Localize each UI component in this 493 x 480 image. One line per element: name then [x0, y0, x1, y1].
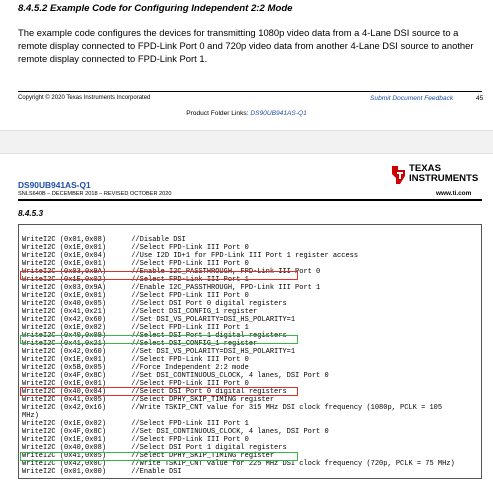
highlight-green-box [20, 335, 298, 344]
page-number: 45 [476, 95, 484, 102]
code-line: WriteI2C (0x41,0x21) //Select DSI_CONFIG_1 register [22, 340, 258, 349]
code-line: WriteI2C (0x42,0x60) //Set DSI_VS_POLARITY=DSI_HS_POLARITY=1 [22, 316, 296, 325]
code-line: WriteI2C (0x41,0x21) //Select DSI_CONFIG_1 register [22, 308, 258, 317]
subsection-heading: 8.4.5.3 [18, 209, 44, 218]
code-line: WriteI2C (0x4F,0x8C) //Set DSI_CONTINUOUS_CLOCK, 4 lanes, DSI Port 0 [22, 428, 329, 437]
brand-line-instruments: INSTRUMENTS [409, 173, 479, 184]
code-line: WriteI2C (0x42,0x0C) //Write TSKIP_CNT value for 225 MHz DSI clock frequency (720p, PCLK = 75 MHz) [22, 460, 455, 469]
code-line: WriteI2C (0x41,0x05) //Select DPHY_SKIP_TIMING register [22, 396, 275, 405]
header-rule [18, 199, 482, 201]
code-line: WriteI2C (0x40,0x08) //Select DSI Port 1 digital registers [22, 444, 287, 453]
code-line: WriteI2C (0x1E,0x01) //Select FPD-Link III Port 0 [22, 244, 249, 253]
product-folder-line [0, 110, 493, 117]
code-line: WriteI2C (0x1E,0x01) //Select FPD-Link III Port 0 [22, 292, 249, 301]
code-line: WriteI2C (0x1E,0x02) //Select FPD-Link III Port 1 [22, 276, 249, 285]
product-folder-link[interactable]: DS90UB941AS-Q1 [250, 110, 307, 117]
code-line: WriteI2C (0x03,0x9A) //Enable I2C_PASSTHROUGH, FPD-Link III Port 0 [22, 268, 321, 277]
section-body-text: The example code configures the devices for transmitting 1080p video data from a 4-Lane DSI source to a remote display connected to FPD-Link Port 0 and 720p video data from another 4-Lane DSI source to another remote display connected to FPD-Link Port 1. [18, 27, 474, 65]
code-line: WriteI2C (0x1E,0x01) //Select FPD-Link III Port 0 [22, 356, 249, 365]
code-line: WriteI2C (0x1E,0x02) //Select FPD-Link III Port 1 [22, 420, 249, 429]
copyright-text: Copyright © 2020 Texas Instruments Incorporated [18, 95, 151, 101]
code-line: WriteI2C (0x1E,0x02) //Select FPD-Link III Port 1 [22, 324, 249, 333]
product-folder-label: Product Folder Links: [186, 110, 249, 117]
code-line: WriteI2C (0x1E,0x04) //Use I2D ID+1 for FPD-Link III Port 1 register access [22, 252, 359, 261]
code-line: MHz) [22, 412, 39, 421]
code-line: WriteI2C (0x42,0x16) //Write TSKIP_CNT value for 315 MHz DSI clock frequency (1080p, PCLK = 105 [22, 404, 443, 413]
section-title: 8.4.5.2 Example Code for Configuring Independent 2:2 Mode [18, 3, 293, 14]
code-line: WriteI2C (0x41,0x05) //Select DPHY_SKIP_TIMING register [22, 452, 275, 461]
highlight-red-box [20, 271, 298, 280]
code-line: WriteI2C (0x5B,0x05) //Force Independent 2:2 mode [22, 364, 249, 373]
code-line: WriteI2C (0x1E,0x01) //Select FPD-Link III Port 0 [22, 380, 249, 389]
highlight-red-box [20, 387, 298, 396]
highlight-green-box [20, 452, 298, 461]
brand-name [409, 164, 478, 184]
code-line: WriteI2C (0x03,0x9A) //Enable I2C_PASSTHROUGH, FPD-Link III Port 1 [22, 284, 321, 293]
code-line: WriteI2C (0x40,0x09) //Select DSI Port 1 digital registers [22, 332, 287, 341]
ti-logo-icon [390, 164, 407, 186]
footer-rule [18, 91, 482, 92]
code-line: WriteI2C (0x40,0x05) //Select DSI Port 0 digital registers [22, 300, 287, 309]
code-line: WriteI2C (0x01,0x08) //Disable DSI [22, 236, 186, 244]
page-break [0, 130, 493, 154]
document-number[interactable]: DS90UB941AS-Q1 [18, 180, 91, 190]
code-line: WriteI2C (0x4F,0x8C) //Set DSI_CONTINUOUS_CLOCK, 4 lanes, DSI Port 0 [22, 372, 329, 381]
code-line: WriteI2C (0x01,0x00) //Enable DSI [22, 468, 182, 477]
brand-line-texas: TEXAS [409, 163, 441, 174]
document-revision: SNLS640B – DECEMBER 2018 – REVISED OCTOBER 2020 [18, 191, 172, 197]
code-line: WriteI2C (0x42,0x60) //Set DSI_VS_POLARITY=DSI_HS_POLARITY=1 [22, 348, 296, 357]
code-line: WriteI2C (0x1E,0x01) //Select FPD-Link III Port 0 [22, 260, 249, 269]
code-line: WriteI2C (0x1E,0x01) //Select FPD-Link III Port 0 [22, 436, 249, 445]
website-link[interactable]: www.ti.com [436, 190, 472, 197]
submit-feedback-link[interactable]: Submit Document Feedback [370, 95, 454, 102]
code-line: WriteI2C (0x40,0x04) //Select DSI Port 0 digital registers [22, 388, 287, 397]
